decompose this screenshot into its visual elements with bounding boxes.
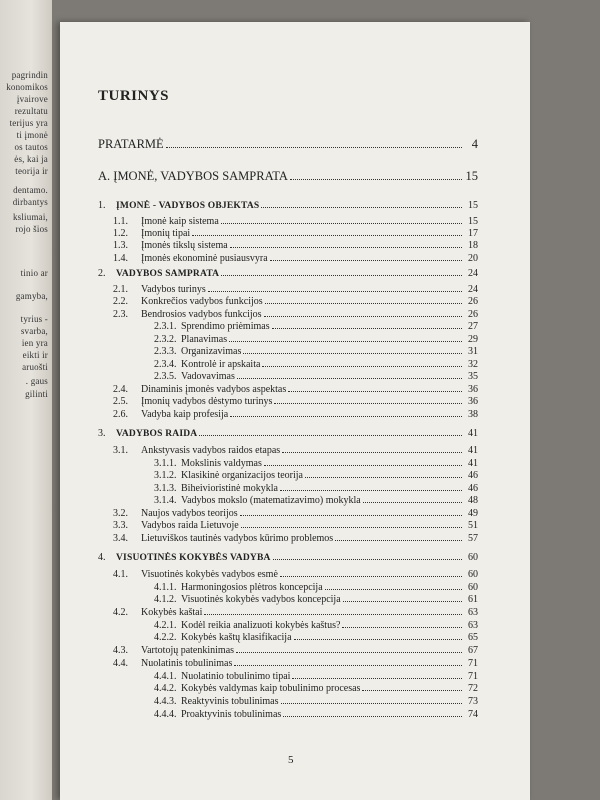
toc-entry-page: 63 [468,620,478,631]
toc-entry-number: 3.1.4. [154,495,177,506]
toc-entry-label: Biheivioristinė mokykla [181,483,278,494]
left-page-text-fragment: ės, kai ja [14,154,48,164]
left-page-text-fragment: svarba, [20,326,48,336]
toc-entry-page: 17 [468,228,478,239]
toc-leader-dots [305,477,462,478]
toc-entry [98,607,478,619]
toc-entry-label: Įmonės ekonominė pusiausvyra [141,253,268,264]
toc-entry [98,228,478,240]
toc-leader-dots [280,490,462,491]
toc-leader-dots [240,515,462,516]
toc-leader-dots [290,179,462,180]
toc-entry-number: 4.1. [113,569,128,580]
left-page-text-fragment: ien yra [21,338,48,348]
toc-leader-dots [204,614,462,615]
toc-entry-page: 63 [468,607,478,618]
toc-entry-number: 2.2. [113,296,128,307]
toc-entry-page: 51 [468,520,478,531]
book-page [60,22,530,800]
left-page-text-fragment: dentamo. [13,185,48,195]
toc-entry-label: Kokybės kaštų klasifikacija [181,632,292,643]
toc-entry-label: Planavimas [181,334,228,345]
toc-leader-dots [261,207,462,208]
toc-entry-label: Vadybos turinys [141,284,206,295]
toc-entry-number: 4.1.1. [154,582,177,593]
toc-entry [98,371,478,383]
toc-entry-number: 3.3. [113,520,128,531]
left-page-text-fragment: gamyba, [15,291,48,301]
toc-entry [98,334,478,346]
left-page-text-fragment: os tautos [14,142,48,152]
toc-entry-label: Kontrolė ir apskaita [181,359,261,370]
toc-entry-page: 57 [468,533,478,544]
toc-entry [98,658,478,670]
toc-entry [98,696,478,708]
toc-entry-label: Mokslinis valdymas [181,458,262,469]
left-page-text-fragment: tyrius - [20,314,48,324]
toc-entry-label: PRATARMĖ [98,137,164,151]
toc-entry-number: 3.1. [113,445,128,456]
left-page-text-fragment: įvairove [16,94,48,104]
toc-entry [98,470,478,482]
toc-entry-number: 2.3.5. [154,371,177,382]
toc-entry-label: Vadyba kaip profesija [141,409,229,420]
toc-entry [98,384,478,396]
toc-entry-page: 24 [468,284,478,295]
toc-entry [98,346,478,358]
toc-entry [98,170,478,182]
toc-entry-label: Įmonė kaip sistema [141,216,219,227]
toc-entry [98,309,478,321]
toc-entry-number: 4.2.2. [154,632,177,643]
toc-entry [98,409,478,421]
toc-entry-number: 3.2. [113,508,128,519]
toc-leader-dots [363,502,462,503]
toc-entry [98,671,478,683]
toc-leader-dots [166,147,462,148]
toc-entry-number: 4.1.2. [154,594,177,605]
toc-entry-label: Kodėl reikia analizuoti kokybės kaštus? [181,620,341,631]
toc-entry-number: 4.4. [113,658,128,669]
toc-entry-page: 60 [468,582,478,593]
toc-entry-number: 1.3. [113,240,128,251]
toc-entry [98,683,478,695]
toc-entry-label: Naujos vadybos teorijos [141,508,238,519]
toc-entry-label: Bendrosios vadybos funkcijos [141,309,262,320]
left-page-text-fragment: ti įmonė [16,130,48,140]
toc-entry-label: Harmoningosios plėtros koncepcija [181,582,323,593]
toc-entry-page: 15 [468,200,478,211]
toc-entry-page: 71 [468,658,478,669]
toc-entry-page: 46 [468,470,478,481]
toc-entry-number: 1.2. [113,228,128,239]
toc-entry [98,428,478,440]
toc-entry [98,321,478,333]
toc-entry-label: ĮMONĖ - VADYBOS OBJEKTAS [116,201,260,211]
toc-entry [98,268,478,280]
toc-entry-page: 60 [468,552,478,563]
toc-entry-label: Nuolatinio tobulinimo tipai [181,671,291,682]
toc-leader-dots [264,316,462,317]
toc-entry-page: 35 [468,371,478,382]
toc-leader-dots [237,378,462,379]
toc-entry-page: 67 [468,645,478,656]
left-page-text-fragment: aruošti [22,362,48,372]
toc-entry-number: 4.2. [113,607,128,618]
toc-entry-label: Klasikinė organizacijos teorija [181,470,303,481]
toc-entry [98,253,478,265]
toc-entry-label: Vadybos mokslo (matematizavimo) mokykla [181,495,361,506]
toc-leader-dots [343,601,462,602]
toc-leader-dots [241,527,462,528]
toc-entry-page: 32 [468,359,478,370]
toc-entry-number: 2.3.1. [154,321,177,332]
toc-entry-page: 71 [468,671,478,682]
toc-entry-label: Įmonės tikslų sistema [141,240,228,251]
toc-entry [98,632,478,644]
toc-leader-dots [273,559,462,560]
toc-leader-dots [234,665,462,666]
toc-leader-dots [342,627,462,628]
toc-leader-dots [236,652,462,653]
toc-entry-page: 18 [468,240,478,251]
toc-entry-page: 65 [468,632,478,643]
toc-entry-number: 1. [98,200,106,211]
toc-entry-page: 36 [468,384,478,395]
toc-leader-dots [281,703,463,704]
toc-entry-number: 1.1. [113,216,128,227]
toc-entry-label: Vartotojų patenkinimas [141,645,235,656]
toc-entry [98,483,478,495]
toc-entry [98,569,478,581]
toc-entry-page: 20 [468,253,478,264]
left-page-text-fragment: . gaus [25,376,48,386]
toc-entry-number: 4.3. [113,645,128,656]
toc-entry-page: 73 [468,696,478,707]
toc-leader-dots [221,275,462,276]
toc-entry-page: 27 [468,321,478,332]
toc-entry-label: Proaktyvinis tobulinimas [181,709,282,720]
toc-entry-label: Dinaminis įmonės vadybos aspektas [141,384,287,395]
toc-entry-label: Reaktyvinis tobulinimas [181,696,279,707]
toc-entry-number: 2.3.3. [154,346,177,357]
toc-leader-dots [265,303,462,304]
toc-entry-page: 29 [468,334,478,345]
left-page-text-fragment: rojo šios [15,224,48,234]
toc-entry-number: 3.1.1. [154,458,177,469]
toc-entry-number: 2.3.2. [154,334,177,345]
toc-entry-number: 3.1.3. [154,483,177,494]
toc-entry-label: A. ĮMONĖ, VADYBOS SAMPRATA [98,169,288,183]
toc-entry-page: 60 [468,569,478,580]
toc-entry [98,582,478,594]
toc-entry [98,594,478,606]
toc-entry-number: 1.4. [113,253,128,264]
toc-entry-number: 2.3. [113,309,128,320]
toc-entry [98,284,478,296]
toc-leader-dots [272,328,462,329]
toc-entry-page: 48 [468,495,478,506]
toc-leader-dots [229,341,462,342]
toc-entry-label: Kokybės valdymas kaip tobulinimo procesas [181,683,361,694]
toc-entry-label: Visuotinės kokybės vadybos esmė [141,569,278,580]
toc-entry [98,533,478,545]
toc-entry-page: 31 [468,346,478,357]
toc-entry-label: VADYBOS SAMPRATA [116,269,220,279]
left-page-edge [0,0,52,800]
toc-leader-dots [283,716,462,717]
toc-entry [98,200,478,212]
toc-entry-page: 26 [468,296,478,307]
toc-entry-number: 3.1.2. [154,470,177,481]
toc-entry [98,216,478,228]
left-page-text-fragment: gilinti [25,389,48,399]
toc-entry-number: 4.4.3. [154,696,177,707]
toc-leader-dots [208,291,462,292]
toc-entry-page: 61 [468,594,478,605]
toc-entry-label: Organizavimas [181,346,242,357]
toc-entry-number: 4.2.1. [154,620,177,631]
toc-leader-dots [262,366,462,367]
toc-leader-dots [264,465,462,466]
toc-entry [98,709,478,721]
left-page-text-fragment: terijus yra [9,118,48,128]
left-page-text-fragment: dirbantys [12,197,48,207]
toc-entry-page: 15 [465,169,478,183]
toc-leader-dots [280,576,462,577]
toc-entry-page: 46 [468,483,478,494]
toc-leader-dots [335,540,462,541]
toc-entry-label: Lietuviškos tautinės vadybos kūrimo problemos [141,533,334,544]
toc-entry [98,552,478,564]
toc-entry-page: 4 [471,137,478,151]
toc-entry-label: Nuolatinis tobulinimas [141,658,233,669]
left-page-text-fragment: rezultatu [14,106,48,116]
left-page-text-fragment: teorija ir [15,166,48,176]
toc-entry [98,458,478,470]
toc-entry-page: 38 [468,409,478,420]
left-page-text-fragment: konomikos [6,82,48,92]
toc-entry-number: 4.4.2. [154,683,177,694]
toc-entry [98,508,478,520]
left-page-text-fragment: eikti ir [22,350,48,360]
toc-entry [98,495,478,507]
toc-entry-number: 2.4. [113,384,128,395]
toc-entry [98,520,478,532]
left-page-text-fragment: ksliumai, [12,212,48,222]
toc-entry [98,445,478,457]
toc-entry-number: 3.4. [113,533,128,544]
toc-leader-dots [292,678,462,679]
toc-entry-page: 36 [468,396,478,407]
toc-entry-number: 2. [98,268,106,279]
toc-entry-label: Vadovavimas [181,371,235,382]
toc-leader-dots [230,247,462,248]
toc-entry-page: 49 [468,508,478,519]
toc-entry-label: Konkrečios vadybos funkcijos [141,296,263,307]
toc-leader-dots [192,235,462,236]
toc-leader-dots [362,690,462,691]
toc-entry-page: 24 [468,268,478,279]
toc-entry-label: Visuotinės kokybės vadybos koncepcija [181,594,341,605]
toc-entry-page: 26 [468,309,478,320]
toc-leader-dots [274,403,462,404]
toc-entry [98,138,478,150]
toc-entry [98,645,478,657]
toc-entry-label: Įmonių tipai [141,228,191,239]
left-page-text-fragment: tinio ar [20,268,48,278]
toc-leader-dots [325,589,462,590]
toc-entry-number: 4.4.1. [154,671,177,682]
left-page-text-fragment: pagrindin [11,70,48,80]
toc-leader-dots [199,435,462,436]
toc-leader-dots [270,260,462,261]
toc-entry-page: 74 [468,709,478,720]
toc-entry-page: 15 [468,216,478,227]
toc-entry-number: 3. [98,428,106,439]
toc-entry-number: 2.5. [113,396,128,407]
toc-entry-label: Įmonių vadybos dėstymo turinys [141,396,273,407]
toc-title: TURINYS [98,88,170,104]
toc-entry-number: 2.3.4. [154,359,177,370]
toc-entry-page: 41 [468,445,478,456]
toc-entry [98,396,478,408]
toc-entry-label: Vadybos raida Lietuvoje [141,520,239,531]
toc-entry-page: 41 [468,458,478,469]
toc-entry-page: 72 [468,683,478,694]
toc-leader-dots [282,452,462,453]
toc-entry-page: 41 [468,428,478,439]
toc-entry-label: VISUOTINĖS KOKYBĖS VADYBA [116,553,271,563]
page-number: 5 [288,754,294,766]
toc-entry-label: Ankstyvasis vadybos raidos etapas [141,445,281,456]
toc-entry-number: 4.4.4. [154,709,177,720]
toc-entry [98,620,478,632]
toc-leader-dots [288,391,462,392]
toc-entry-label: Kokybės kaštai [141,607,203,618]
toc-entry-number: 4. [98,552,106,563]
toc-entry-number: 2.1. [113,284,128,295]
toc-leader-dots [243,353,462,354]
toc-entry-label: VADYBOS RAIDA [116,429,198,439]
toc-entry [98,240,478,252]
toc-entry-number: 2.6. [113,409,128,420]
toc-leader-dots [221,223,462,224]
toc-entry [98,359,478,371]
toc-leader-dots [294,639,462,640]
toc-leader-dots [230,416,462,417]
toc-entry [98,296,478,308]
toc-entry-label: Sprendimo priėmimas [181,321,270,332]
